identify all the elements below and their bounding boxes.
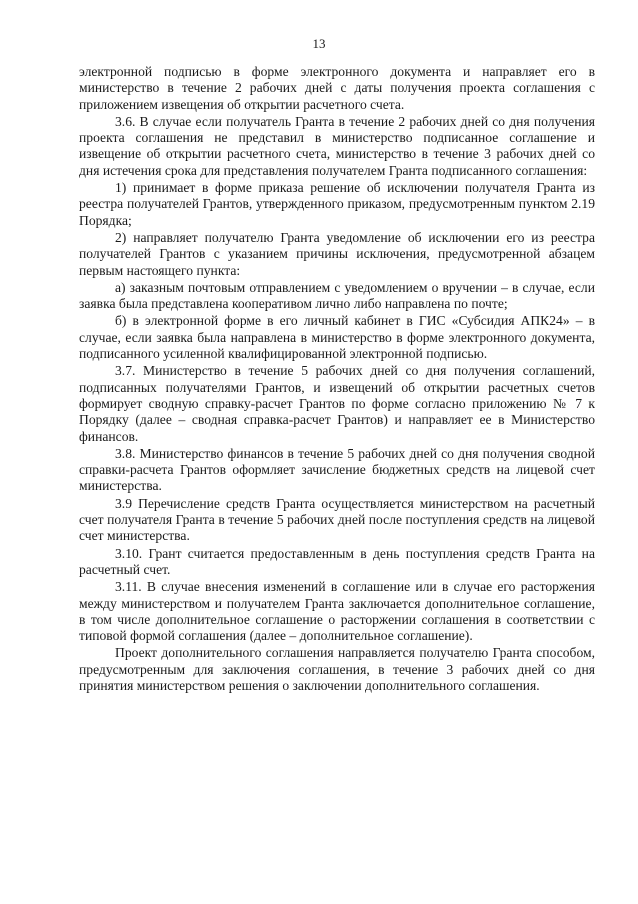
paragraph-3-7: 3.7. Министерство в течение 5 рабочих дней со дня получения соглашений, подписанных получателями Грантов, и извещений об открытии расчетных счетов формирует сводную справку-расчет Грантов по форме согласно приложению № 7 к Порядку (далее – сводная справка-расчет Грантов) и направляет ее в Министерство финансов.	[79, 363, 595, 444]
paragraph-continuation: электронной подписью в форме электронного документа и направляет его в министерство в течение 2 рабочих дней с даты получения проекта соглашения с приложением извещения об открытии расчетного счета.	[79, 64, 595, 112]
paragraph-3-6-item-1: 1) принимает в форме приказа решение об исключении получателя Гранта из реестра получателей Грантов, утвержденного приказом, предусмотренным пунктом 2.19 Порядка;	[79, 180, 595, 228]
paragraph-3-6-item-a: а) заказным почтовым отправлением с уведомлением о вручении – в случае, если заявка была представлена кооперативом лично либо направлена по почте;	[79, 279, 595, 312]
paragraph-3-10: 3.10. Грант считается предоставленным в день поступления средств Гранта на расчетный счет.	[79, 545, 595, 577]
paragraph-3-8: 3.8. Министерство финансов в течение 5 рабочих дней со дня получения сводной справки-расчета Грантов оформляет зачисление бюджетных средств на лицевой счет министерства.	[79, 445, 595, 494]
document-body	[79, 64, 595, 694]
paragraph-3-9: 3.9 Перечисление средств Гранта осуществляется министерством на расчетный счет получателя Гранта в течение 5 рабочих дней после поступления средств на лицевой счет министерства.	[79, 495, 595, 544]
paragraph-3-6-item-2: 2) направляет получателю Гранта уведомление об исключении его из реестра получателей Грантов с указанием причины исключения, предусмотренной абзацем первым настоящего пункта:	[79, 229, 595, 278]
page-number: 13	[312, 36, 326, 51]
paragraph-3-11: 3.11. В случае внесения изменений в соглашение или в случае его расторжения между министерством и получателем Гранта заключается дополнительное соглашение, в том числе дополнительное соглашение о расторжении соглашения в соответствии с типовой формой соглашения (далее – дополнительное соглашение).	[79, 579, 595, 644]
paragraph-3-6-item-b: б) в электронной форме в его личный кабинет в ГИС «Субсидия АПК24» – в случае, если заявка была направлена в министерство в форме электронного документа, подписанного усиленной квалифицированной электронной подписью.	[79, 313, 595, 362]
paragraph-additional-agreement: Проект дополнительного соглашения направляется получателю Гранта способом, предусмотренным для заключения соглашения, в течение 3 рабочих дней со дня принятия министерством решения о заключении дополнительного соглашения.	[79, 645, 595, 693]
paragraph-3-6: 3.6. В случае если получатель Гранта в течение 2 рабочих дней со дня получения проекта соглашения не представил в министерство подписанное соглашение и извещение об открытии расчетного счета, министерство в течение 3 рабочих дней со дня истечения срока для представления получателем Гранта подписанного соглашения:	[79, 113, 595, 178]
